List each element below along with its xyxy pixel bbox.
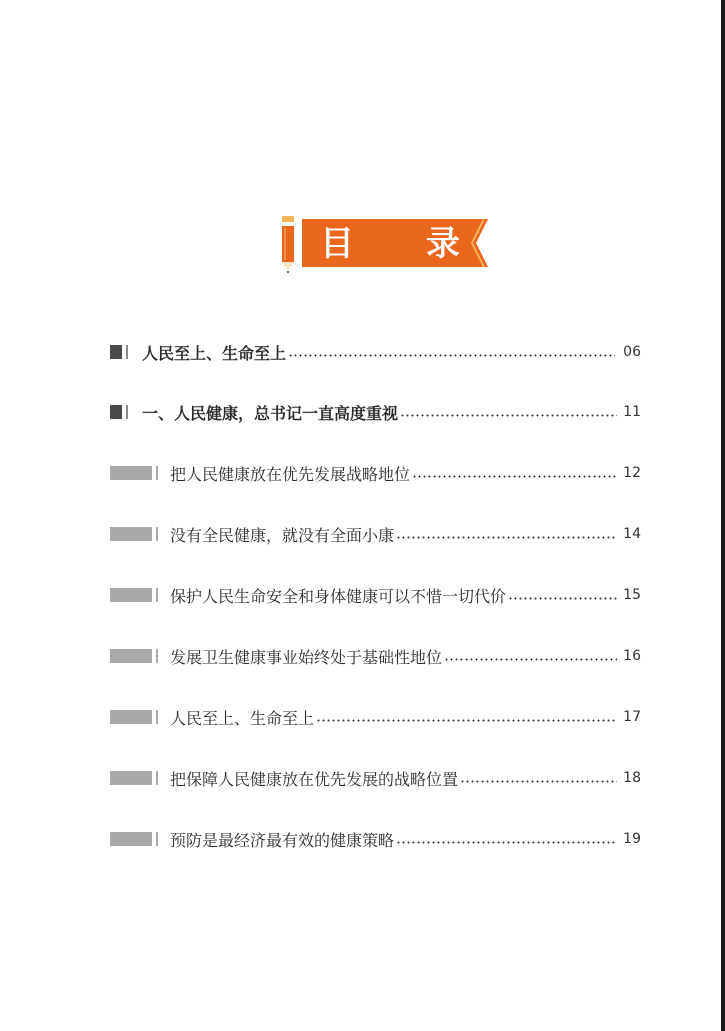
toc-entry-title: 没有全民健康，就没有全面小康: [170, 525, 395, 545]
toc-entry[interactable]: [0, 520, 725, 548]
leader-dots: [508, 597, 617, 600]
item-marker-icon: [110, 527, 162, 541]
toc-entry-page: 17: [623, 709, 641, 725]
page-edge: [721, 0, 725, 1031]
toc-entry[interactable]: [0, 459, 725, 487]
leader-dots: [460, 780, 617, 783]
pencil-icon: [280, 216, 296, 274]
page-title: 目 录: [320, 224, 490, 264]
toc-entry-title: 保护人民生命安全和身体健康可以不惜一切代价: [170, 586, 507, 606]
toc-title-banner: [278, 214, 490, 274]
toc-entry[interactable]: [0, 642, 725, 670]
toc-entry-page: 11: [623, 404, 641, 420]
toc-entry-title: 人民至上、生命至上: [142, 343, 287, 363]
leader-dots: [412, 475, 617, 478]
toc-entry-title: 发展卫生健康事业始终处于基础性地位: [170, 647, 443, 667]
toc-entry-title: 预防是最经济最有效的健康策略: [170, 830, 395, 850]
toc-entry[interactable]: [0, 398, 725, 426]
toc-entry-page: 12: [623, 465, 641, 481]
leader-dots: [316, 719, 617, 722]
toc-entry[interactable]: [0, 703, 725, 731]
section-marker-icon: [110, 405, 132, 419]
toc-entry-page: 18: [623, 770, 641, 786]
toc-entry-page: 15: [623, 587, 641, 603]
item-marker-icon: [110, 771, 162, 785]
toc-entry-page: 06: [623, 344, 641, 360]
toc-entry-page: 16: [623, 648, 641, 664]
toc-entry[interactable]: [0, 764, 725, 792]
toc-entry[interactable]: [0, 581, 725, 609]
toc-entry-title: 把保障人民健康放在优先发展的战略位置: [170, 769, 459, 789]
item-marker-icon: [110, 710, 162, 724]
leader-dots: [288, 354, 615, 357]
leader-dots: [400, 414, 617, 417]
toc-entry[interactable]: [0, 338, 725, 366]
toc-entry-title: 人民至上、生命至上: [170, 708, 315, 728]
item-marker-icon: [110, 466, 162, 480]
section-marker-icon: [110, 345, 132, 359]
leader-dots: [444, 658, 617, 661]
item-marker-icon: [110, 832, 162, 846]
toc-entry-title: 一、人民健康，总书记一直高度重视: [142, 403, 399, 423]
leader-dots: [396, 841, 617, 844]
toc-entry[interactable]: [0, 825, 725, 853]
leader-dots: [396, 536, 617, 539]
toc-entry-page: 19: [623, 831, 641, 847]
toc-entry-title: 把人民健康放在优先发展战略地位: [170, 464, 411, 484]
toc-entry-page: 14: [623, 526, 641, 542]
item-marker-icon: [110, 649, 162, 663]
item-marker-icon: [110, 588, 162, 602]
